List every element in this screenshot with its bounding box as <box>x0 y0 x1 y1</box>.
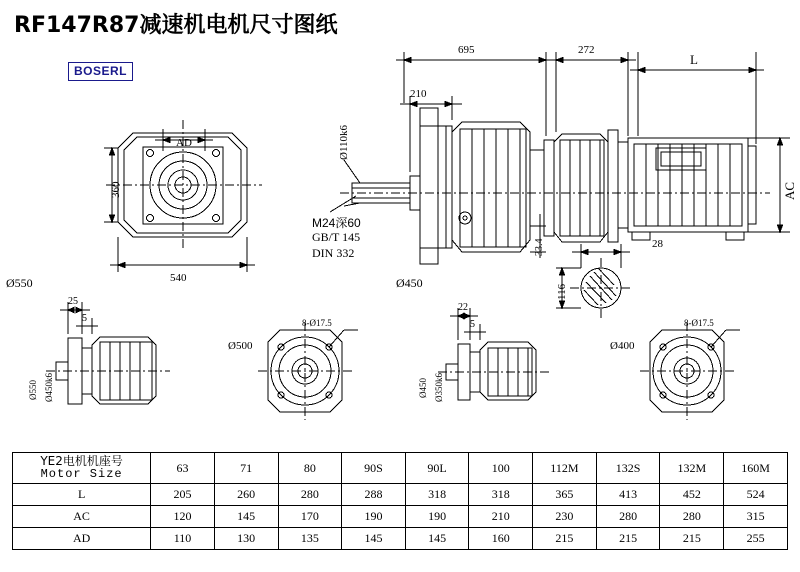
column-header: 132S <box>596 453 660 484</box>
thread-spec-line3: DIN 332 <box>312 246 355 260</box>
column-header: 90S <box>342 453 406 484</box>
dim-540-label: 540 <box>170 272 187 284</box>
dim-33-4-label: 33.4 <box>534 238 545 256</box>
dim-28-label: 28 <box>652 238 663 250</box>
table-cell: 145 <box>405 528 469 550</box>
table-cell: 524 <box>724 484 788 506</box>
column-header: 160M <box>724 453 788 484</box>
holes-right-label: 8-Ø17.5 <box>684 318 714 328</box>
dim-25-label: 25 <box>68 296 78 307</box>
table-cell: 452 <box>660 484 724 506</box>
table-cell: 110 <box>151 528 215 550</box>
page-title: RF147R87减速机电机尺寸图纸 <box>14 13 338 38</box>
dim-phi110k6-label: Ø110k6 <box>338 124 350 160</box>
table-cell: 170 <box>278 506 342 528</box>
dim-phi550-vert-label: Ø550 <box>28 380 38 400</box>
table-cell: 255 <box>724 528 788 550</box>
table-header-row <box>13 453 788 484</box>
table-cell: 280 <box>596 506 660 528</box>
dim-phi400-label: Ø400 <box>610 340 635 352</box>
table-row <box>13 528 788 550</box>
dim-phi550-left-label: Ø550 <box>6 276 33 290</box>
table-cell: 413 <box>596 484 660 506</box>
table-cell: 135 <box>278 528 342 550</box>
motor-size-table <box>12 452 788 550</box>
column-header: 63 <box>151 453 215 484</box>
row-label: AD <box>13 528 151 550</box>
dim-5b-label: 5 <box>470 319 475 330</box>
dim-phi450-mid-label: Ø450 <box>396 276 423 290</box>
table-cell: 280 <box>660 506 724 528</box>
table-cell: 160 <box>469 528 533 550</box>
table-cell: 190 <box>405 506 469 528</box>
table-cell: 288 <box>342 484 406 506</box>
table-cell: 190 <box>342 506 406 528</box>
dim-AC-label: AC <box>782 181 797 200</box>
table-cell: 130 <box>214 528 278 550</box>
table-cell: 260 <box>214 484 278 506</box>
dim-phi450-vert-label: Ø450k6 <box>44 373 54 402</box>
holes-left-label: 8-Ø17.5 <box>302 318 332 328</box>
table-cell: 210 <box>469 506 533 528</box>
thread-spec-line1: M24深60 <box>312 216 361 230</box>
table-cell: 145 <box>214 506 278 528</box>
table-cell: 120 <box>151 506 215 528</box>
brand-logo: BOSERL <box>68 62 133 81</box>
table-header-cn: YE2电机机座号 <box>40 454 123 468</box>
dim-5a-label: 5 <box>82 313 87 324</box>
dim-695-label: 695 <box>458 44 475 56</box>
dim-360-label: 360 <box>110 181 122 198</box>
dim-AD-label: AD <box>176 137 192 149</box>
dim-phi500-label: Ø500 <box>228 340 253 352</box>
table-row <box>13 506 788 528</box>
row-label: L <box>13 484 151 506</box>
table-cell: 365 <box>533 484 597 506</box>
table-cell: 215 <box>533 528 597 550</box>
table-cell: 215 <box>660 528 724 550</box>
thread-spec-line2: GB/T 145 <box>312 230 361 244</box>
table-cell: 230 <box>533 506 597 528</box>
table-header-label <box>13 453 151 484</box>
table-header-en: Motor Size <box>40 467 123 481</box>
column-header: 112M <box>533 453 597 484</box>
row-label: AC <box>13 506 151 528</box>
column-header: 90L <box>405 453 469 484</box>
column-header: 80 <box>278 453 342 484</box>
table-cell: 205 <box>151 484 215 506</box>
column-header: 71 <box>214 453 278 484</box>
table-cell: 280 <box>278 484 342 506</box>
dim-phi450-vert2-label: Ø450 <box>418 378 428 398</box>
table-cell: 315 <box>724 506 788 528</box>
table-cell: 215 <box>596 528 660 550</box>
column-header: 132M <box>660 453 724 484</box>
dim-210-label: 210 <box>410 88 427 100</box>
table-row <box>13 484 788 506</box>
dim-phi350-vert-label: Ø350k6 <box>434 373 444 402</box>
table-cell: 318 <box>405 484 469 506</box>
table-cell: 145 <box>342 528 406 550</box>
column-header: 100 <box>469 453 533 484</box>
table-cell: 318 <box>469 484 533 506</box>
dim-116-label: 116 <box>556 283 568 300</box>
dim-L-label: L <box>690 52 698 67</box>
dim-22-label: 22 <box>458 302 468 313</box>
dim-272-label: 272 <box>578 44 595 56</box>
